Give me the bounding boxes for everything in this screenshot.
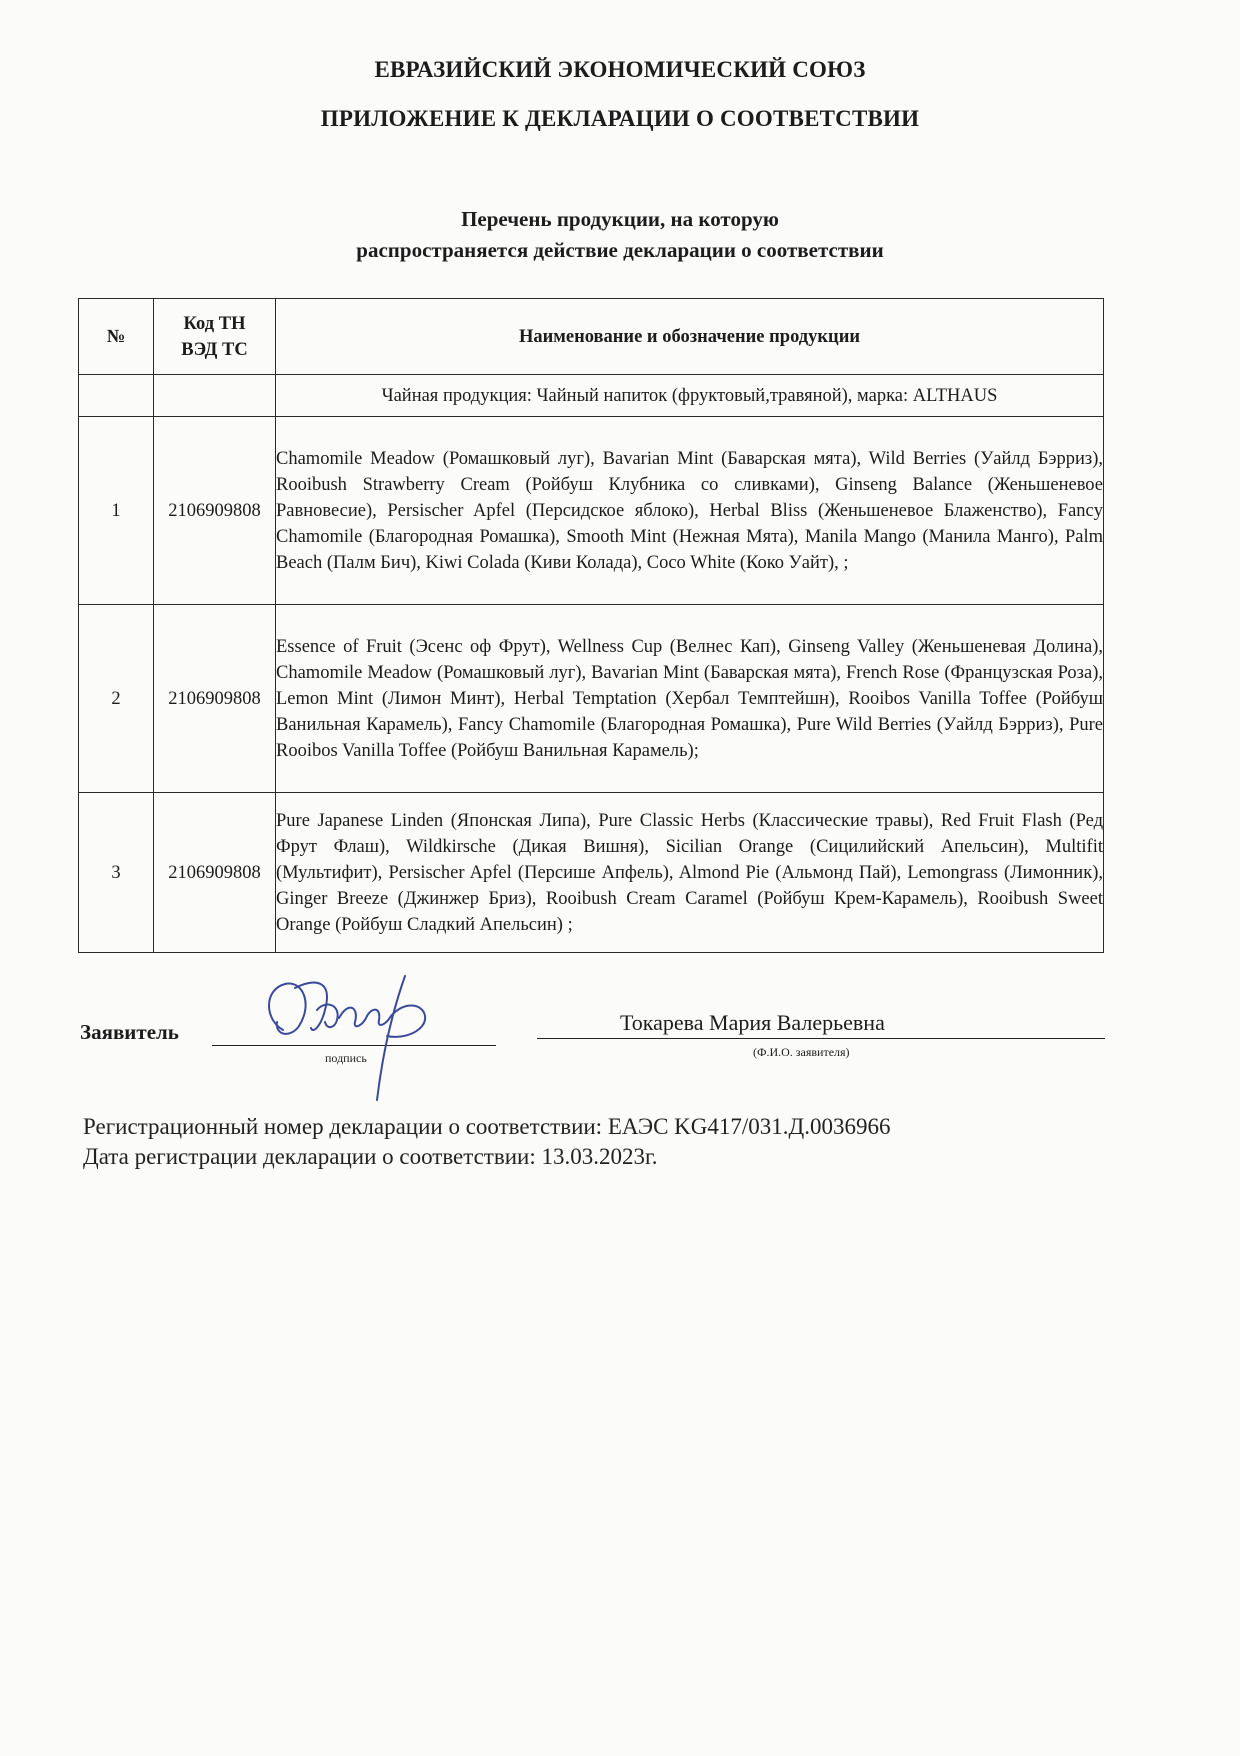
header-code-text: Код ТН ВЭД ТС xyxy=(181,313,248,360)
header-number: № xyxy=(79,299,154,375)
row-number: 1 xyxy=(79,417,154,605)
applicant-label: Заявитель xyxy=(80,1020,179,1044)
row-product-names: Essence of Fruit (Эсенс оф Фрут), Wellness Cup (Велнес Кап), Ginseng Valley (Женьшеневая Долина), Chamomile Meadow (Ромашковый луг), Bavarian Mint (Баварская мята), French Rose (Французская Роза), Lemon Mint (Лимон Минт), Herbal Temptation (Хербал Темптейшн), Rooibos Vanilla Toffee (Ройбуш Ванильная Карамель), Fancy Chamomile (Благородная Ромашка), Pure Wild Berries (Уайлд Бэрриз), Pure Rooibos Vanilla Toffee (Ройбуш Ванильная Карамель); xyxy=(276,605,1104,793)
table-row xyxy=(79,793,1104,953)
subtitle-line-1: Перечень продукции, на которую xyxy=(461,207,779,231)
row-product-names: Chamomile Meadow (Ромашковый луг), Bavarian Mint (Баварская мята), Wild Berries (Уайлд Бэрриз), Rooibush Strawberry Cream (Ройбуш Клубника со сливками), Ginseng Balance (Женьшеневое Равновесие), Persischer Apfel (Персидское яблоко), Herbal Bliss (Женьшеневое Блаженство), Fancy Chamomile (Благородная Ромашка), Smooth Mint (Нежная Мята), Manila Mango (Манила Манго), Palm Beach (Палм Бич), Kiwi Colada (Киви Колада), Coco White (Коко Уайт), ; xyxy=(276,417,1104,605)
product-category: Чайная продукция: Чайный напиток (фруктовый,травяной), марка: ALTHAUS xyxy=(276,375,1104,417)
registration-number: Регистрационный номер декларации о соответствии: ЕАЭС KG417/031.Д.0036966 xyxy=(83,1114,891,1139)
row-number: 3 xyxy=(79,793,154,953)
row-number: 2 xyxy=(79,605,154,793)
products-table xyxy=(78,298,1104,953)
table-row xyxy=(79,417,1104,605)
row-product-names: Pure Japanese Linden (Японская Липа), Pure Classic Herbs (Классические травы), Red Fruit Flash (Ред Фрут Флаш), Wildkirsche (Дикая Вишня), Sicilian Orange (Сицилийский Апельсин), Multifit (Мультифит), Persischer Apfel (Персише Апфель), Almond Pie (Альмонд Пай), Lemongrass (Лимонник), Ginger Breeze (Джинжер Бриз), Rooibush Cream Caramel (Ройбуш Крем-Карамель), Rooibush Sweet Orange (Ройбуш Сладкий Апельсин) ; xyxy=(276,793,1104,953)
subtitle-line-2: распространяется действие декларации о соответствии xyxy=(356,238,884,262)
row-code: 2106909808 xyxy=(154,605,276,793)
union-heading: ЕВРАЗИЙСКИЙ ЭКОНОМИЧЕСКИЙ СОЮЗ xyxy=(374,57,866,82)
category-empty-code xyxy=(154,375,276,417)
table-header-row xyxy=(79,299,1104,375)
handwritten-signature xyxy=(255,970,465,1110)
signature-caption: подпись xyxy=(325,1051,367,1065)
document-title: ПРИЛОЖЕНИЕ К ДЕКЛАРАЦИИ О СООТВЕТСТВИИ xyxy=(320,106,920,131)
header-name: Наименование и обозначение продукции xyxy=(276,299,1104,375)
applicant-name-line xyxy=(537,1038,1105,1039)
applicant-name: Токарева Мария Валерьевна xyxy=(620,1010,885,1035)
table-row xyxy=(79,605,1104,793)
row-code: 2106909808 xyxy=(154,417,276,605)
header-code xyxy=(154,299,276,375)
applicant-name-caption: (Ф.И.О. заявителя) xyxy=(753,1045,850,1059)
category-empty-num xyxy=(79,375,154,417)
category-row xyxy=(79,375,1104,417)
row-code: 2106909808 xyxy=(154,793,276,953)
registration-date: Дата регистрации декларации о соответствии: 13.03.2023г. xyxy=(83,1144,658,1169)
